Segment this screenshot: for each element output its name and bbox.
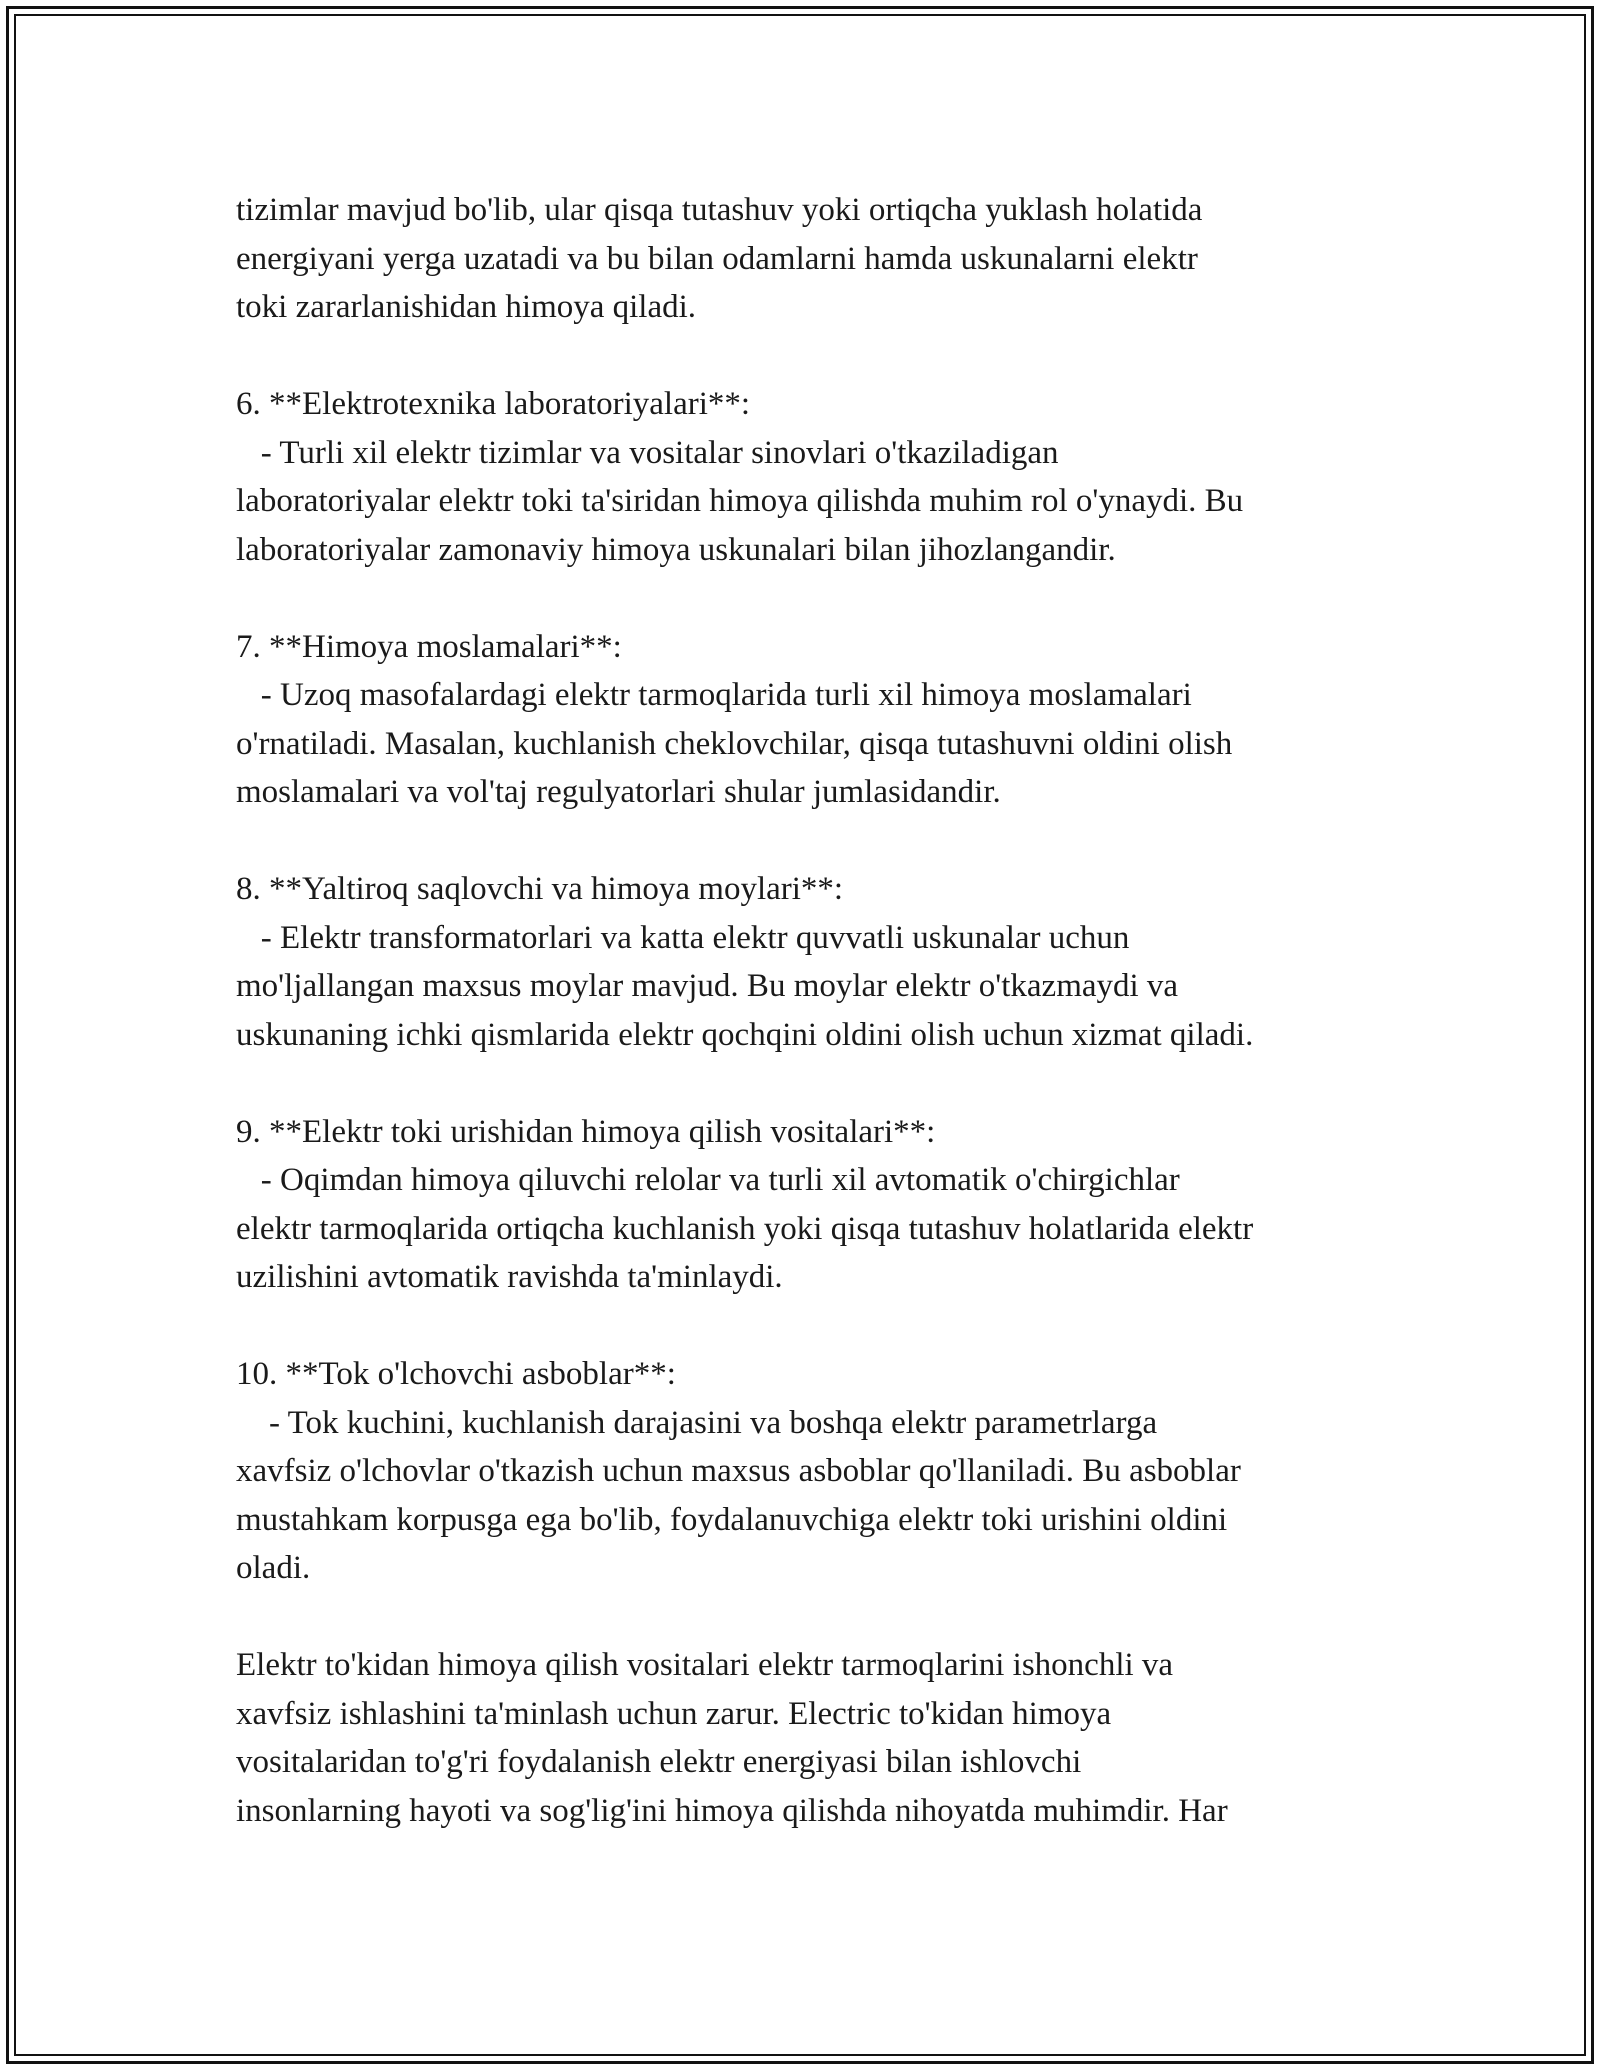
text-line: tizimlar mavjud bo'lib, ular qisqa tutashuv yoki ortiqcha yuklash holatida	[236, 192, 1203, 228]
text-line: mustahkam korpusga ega bo'lib, foydalanuvchiga elektr toki urishini oldini	[236, 1501, 1228, 1538]
text-line: - Elektr transformatorlari va katta elektr quvvatli uskunalar uchun	[236, 919, 1130, 956]
text-line: insonlarning hayoti va sog'lig'ini himoya qilishda nihoyatda muhimdir. Har	[236, 1792, 1228, 1829]
text-line: - Tok kuchini, kuchlanish darajasini va boshqa elektr parametrlarga	[236, 1404, 1158, 1441]
text-line: oladi.	[236, 1550, 311, 1586]
text-line: toki zararlanishidan himoya qiladi.	[236, 289, 697, 325]
paragraph-gap	[236, 332, 1396, 381]
text-line: xavfsiz o'lchovlar o'tkazish uchun maxsus asboblar qo'llaniladi. Bu asboblar	[236, 1453, 1241, 1489]
text-line: uskunaning ichki qismlarida elektr qochqini oldini olish uchun xizmat qiladi.	[236, 1016, 1254, 1053]
paragraph-gap	[236, 817, 1396, 866]
text-line: 9. **Elektr toki urishidan himoya qilish vositalari**:	[236, 1113, 936, 1150]
text-line: Elektr to'kidan himoya qilish vositalari elektr tarmoqlarini ishonchli va	[236, 1647, 1174, 1683]
paragraph-gap	[236, 1059, 1396, 1108]
document-body	[236, 186, 1396, 1835]
text-line: mo'ljallangan maxsus moylar mavjud. Bu moylar elektr o'tkazmaydi va	[236, 968, 1179, 1004]
paragraph-gap	[236, 1593, 1396, 1642]
text-line: elektr tarmoqlarida ortiqcha kuchlanish yoki qisqa tutashuv holatlarida elektr	[236, 1210, 1254, 1247]
text-line: 7. **Himoya moslamalari**:	[236, 628, 622, 665]
text-line: uzilishini avtomatik ravishda ta'minlaydi.	[236, 1259, 783, 1295]
text-line: moslamalari va vol'taj regulyatorlari shular jumlasidandir.	[236, 774, 1001, 810]
text-line: - Uzoq masofalardagi elektr tarmoqlarida turli xil himoya moslamalari	[236, 677, 1192, 713]
text-line: o'rnatiladi. Masalan, kuchlanish cheklovchilar, qisqa tutashuvni oldini olish	[236, 725, 1233, 762]
text-line: energiyani yerga uzatadi va bu bilan odamlarni hamda uskunalarni elektr	[236, 240, 1198, 277]
text-line: 6. **Elektrotexnika laboratoriyalari**:	[236, 386, 751, 422]
text-line: laboratoriyalar zamonaviy himoya uskunalari bilan jihozlangandir.	[236, 531, 1116, 568]
text-line: - Turli xil elektr tizimlar va vositalar sinovlari o'tkaziladigan	[236, 434, 1059, 471]
paragraph-gap	[236, 574, 1396, 623]
text-line: 8. **Yaltiroq saqlovchi va himoya moylari**:	[236, 871, 844, 907]
text-line: laboratoriyalar elektr toki ta'siridan himoya qilishda muhim rol o'ynaydi. Bu	[236, 483, 1244, 519]
text-line: xavfsiz ishlashini ta'minlash uchun zarur. Electric to'kidan himoya	[236, 1695, 1112, 1732]
text-line: - Oqimdan himoya qiluvchi relolar va turli xil avtomatik o'chirgichlar	[236, 1162, 1180, 1198]
text-line: vositalaridan to'g'ri foydalanish elektr energiyasi bilan ishlovchi	[236, 1744, 1082, 1780]
paragraph-gap	[236, 1302, 1396, 1351]
text-line: 10. **Tok o'lchovchi asboblar**:	[236, 1356, 676, 1392]
